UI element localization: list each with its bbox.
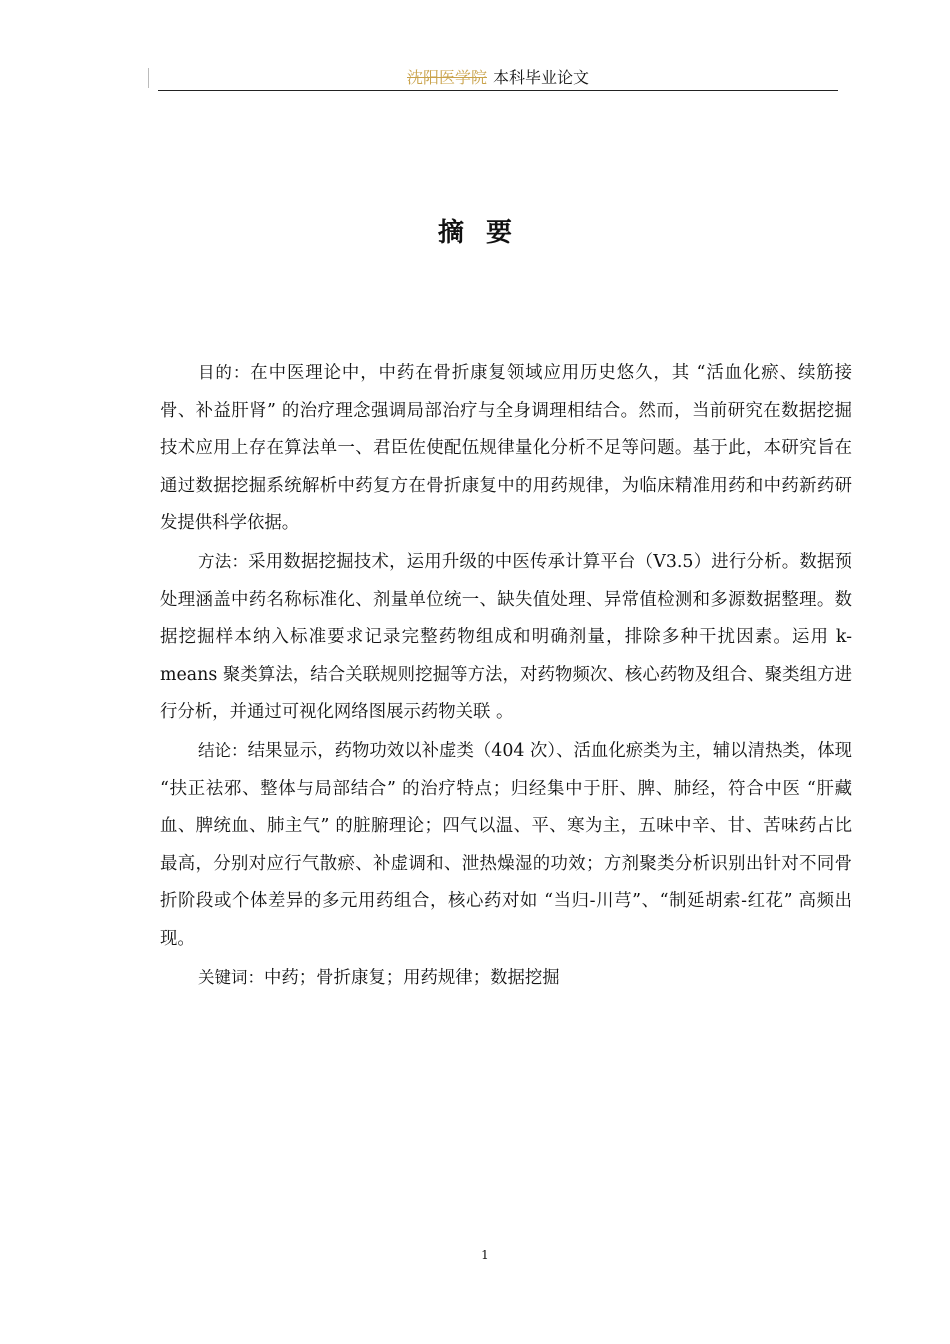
keywords-text: 中药；骨折康复；用药规律；数据挖掘 (264, 967, 560, 988)
abstract-body (160, 354, 852, 997)
page-number: 1 (481, 1248, 489, 1262)
paragraph-methods (160, 543, 852, 732)
paragraph-keywords (160, 959, 852, 998)
purpose-text: 在中医理论中，中药在骨折康复领域应用历史悠久，其 “活血化瘀、续筋接骨、补益肝肾” 的治疗理念强调局部治疗与全身调理相结合。然而，当前研究在数据挖掘技术应用上存在算法单一、君臣佐使配伍规律量化分析不足等问题。基于此，本研究旨在通过数据挖掘系统解析中药复方在骨折康复中的用药规律，为临床精准用药和中药新药研发提供科学依据。 (160, 363, 852, 534)
page-header (158, 68, 838, 91)
keywords-label: 关键词： (198, 967, 264, 987)
header-corner-mark (148, 68, 149, 88)
paragraph-conclusion (160, 732, 852, 959)
abstract-title: 摘要 (437, 218, 534, 248)
conclusion-text: 结果显示，药物功效以补虚类（404 次）、活血化瘀类为主，辅以清热类，体现 “扶正祛邪、整体与局部结合” 的治疗特点；归经集中于肝、脾、肺经，符合中医 “肝藏血、脾统血、肺主气” 的脏腑理论；四气以温、平、寒为主，五味中辛、甘、苦味药占比最高，分别对应行气散瘀、补虚调和、泄热燥湿的功效；方剂聚类分析识别出针对不同骨折阶段或个体差异的多元用药组合，核心药对如 “当归-川芎”、“制延胡索-红花” 高频出现。 (160, 740, 853, 949)
purpose-label: 目的： (198, 363, 251, 382)
methods-text: 采用数据挖掘技术，运用升级的中医传承计算平台（V3.5）进行分析。数据预处理涵盖中药名称标准化、剂量单位统一、缺失值处理、异常值检测和多源数据整理。数据挖掘样本纳入标准要求记录完整药物组成和明确剂量，排除多种干扰因素。运用 k-means 聚类算法，结合关联规则挖掘等方法，对药物频次、核心药物及组合、聚类组方进行分析，并通过可视化网络图展示药物关联 。 (160, 551, 852, 723)
paragraph-purpose (160, 354, 852, 543)
methods-label: 方法： (198, 551, 249, 571)
conclusion-label: 结论： (198, 740, 248, 760)
header-document-type: 本科毕业论文 (493, 68, 590, 87)
header-school-name: 沈阳医学院 (406, 68, 487, 87)
